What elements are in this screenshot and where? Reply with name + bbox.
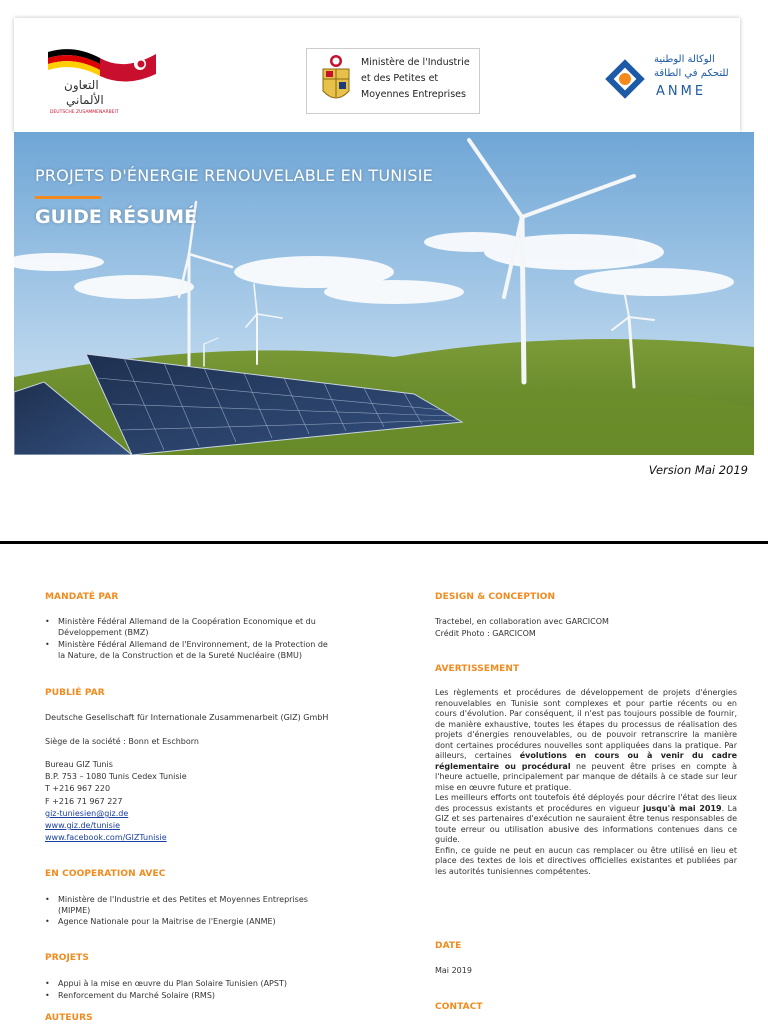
photo-credit: Crédit Photo : GARCICOM [435,629,536,638]
mandate-item-line2: Développement (BMZ) [58,628,149,637]
cooperation-item [45,894,308,916]
office-fax: F +216 71 967 227 [45,797,123,806]
cooperation-heading: EN COOPERATION AVEC [45,869,166,879]
anme-emblem-icon [602,56,648,102]
anme-arabic-line1: الوكالة الوطنية [654,54,715,65]
date-value: Mai 2019 [435,966,472,975]
warning-p1: Les règlements et procédures de développement de projets d'énergies renouvelables en Tunisie sont complexes et pour partie récents ou en cours d'évolution. Par conséquent, il n'est pas toujours possible de fournir, de manière exhaustive, toutes les étapes du processus de réalisation des projets d'énergies renouvelables, ou de pouvoir retranscrire la manière dont certaines procédures nouvelles sont appliquées dans la pratique. Par ailleurs, certaines [435,688,737,760]
cooperation-item-line1: • Ministère de l'Industrie et des Petites et Moyennes Entreprises [58,895,308,904]
ministry-logo [306,48,480,114]
logo-band [14,18,740,132]
title-underline [35,196,101,199]
warning-p1-bold: évolutions en cours ou à venir du cadre réglementaire ou procédural [435,751,738,771]
anme-latin: ANME [656,84,707,99]
anme-arabic-line2: للتحكم في الطاقة [654,68,729,79]
warning-p2-end: . La GIZ et ses partenaires d'exécution ne sauraient être tenus responsables de toute erreur ou utilisation abusive des informations contenues dans ce guide. [435,803,737,844]
credits-page [0,544,768,1024]
project-item: • Appui à la mise en œuvre du Plan Solaire Tunisien (APST) [45,978,287,989]
giz-logo [44,44,164,114]
office-address: B.P. 753 – 1080 Tunis Cedex Tunisie [45,772,187,781]
published-heading: PUBLIÉ PAR [45,688,105,698]
hero-photo [14,132,754,455]
warning-p2-bold: jusqu'à mai 2019 [642,803,722,813]
cover-title: PROJETS D'ÉNERGIE RENOUVELABLE EN TUNISIE [35,166,433,185]
design-credit: Tractebel, en collaboration avec GARCICOM [435,617,609,626]
project-item: • Renforcement du Marché Solaire (RMS) [45,990,215,1001]
ministry-line3: Moyennes Entreprises [361,89,466,100]
warning-text [435,688,737,877]
cover-subtitle: GUIDE RÉSUMÉ [35,206,198,228]
office-name: Bureau GIZ Tunis [45,760,113,769]
publisher-seat: Siège de la société : Bonn et Eschborn [45,737,199,746]
tunisia-coat-of-arms-icon [317,53,355,109]
cooperation-item [45,916,276,927]
giz-caption: DEUTSCHE ZUSAMMENARBEIT [50,110,119,115]
mandate-item [45,616,316,638]
authors-heading: AUTEURS [45,1013,93,1023]
email-link[interactable]: giz-tuniesien@giz.de [45,809,129,818]
mandate-item [45,639,328,661]
flags-wave-icon [44,44,164,84]
projects-heading: PROJETS [45,953,89,963]
publisher-org: Deutsche Gesellschaft für Internationale Zusammenarbeit (GIZ) GmbH [45,713,329,722]
office-phone: T +216 967 220 [45,784,111,793]
design-heading: DESIGN & CONCEPTION [435,592,556,602]
warning-p1-end: ne peuvent être prises en compte à l'heure actuelle, principalement par manque de détails à ce stade sur leur mise en œuvre future et pratique. [435,761,737,792]
warning-p3: Enfin, ce guide ne peut en aucun cas remplacer ou être utilisé en lieu et place des textes de lois et directives officielles existantes et publiées par les autorités tunisiennes compétentes. [435,845,737,876]
contact-heading: CONTACT [435,1002,483,1012]
giz-arabic-line2: الألماني [66,93,104,107]
mandate-heading: MANDATÉ PAR [45,592,119,602]
cooperation-item-line2: (MIPME) [58,906,91,915]
website-link[interactable]: www.giz.de/tunisie [45,821,120,830]
mandate-item-line1: • Ministère Fédéral Allemand de l'Environnement, de la Protection de [58,640,328,649]
warning-heading: AVERTISSEMENT [435,664,520,674]
cooperation-item-line1: • Agence Nationale pour la Maitrise de l'Energie (ANME) [58,917,276,926]
warning-p2: Les meilleurs efforts ont toutefois été déployés pour décrire l'état des lieux des processus existants et procédures en vigueur [435,793,737,813]
anme-logo [602,54,729,104]
ministry-line1: Ministère de l'Industrie [361,57,470,68]
mandate-item-line2: la Nature, de la Construction et de la Sureté Nucléaire (BMU) [58,651,302,660]
ministry-line2: et des Petites et [361,73,439,84]
facebook-link[interactable]: www.facebook.com/GIZTunisie [45,833,167,842]
version-label: Version Mai 2019 [648,463,748,477]
date-heading: DATE [435,941,462,951]
giz-arabic-line1: التعاون [64,78,99,92]
mandate-item-line1: • Ministère Fédéral Allemand de la Coopération Economique et du [58,617,316,626]
